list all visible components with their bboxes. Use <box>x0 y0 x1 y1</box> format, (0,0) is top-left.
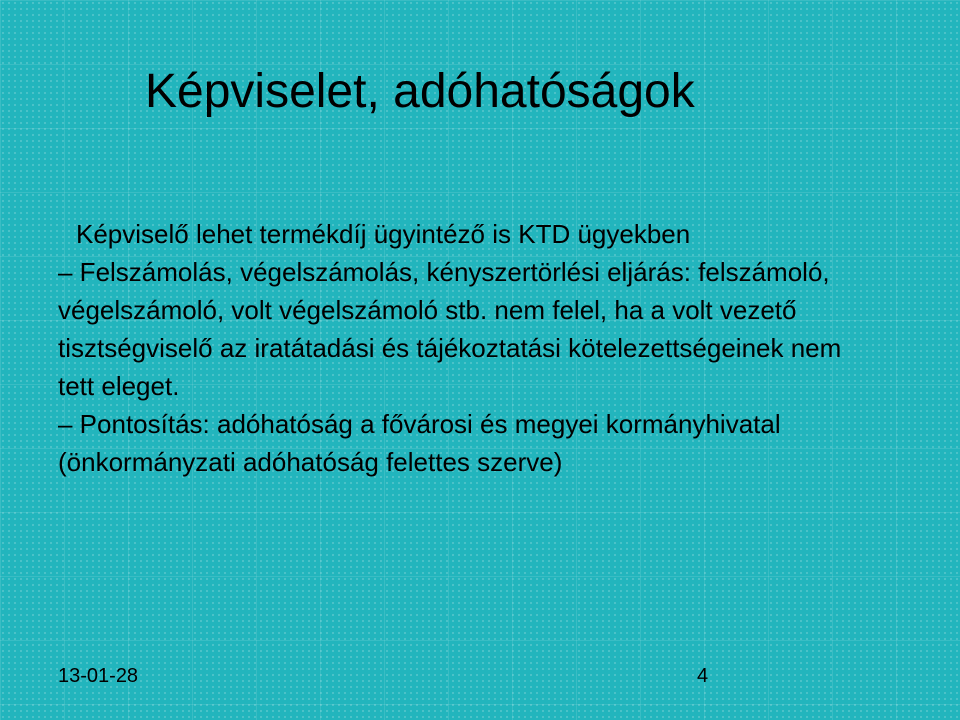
slide-title: Képviselet, adóhatóságok <box>145 65 695 118</box>
page-number: 4 <box>697 665 709 687</box>
footer-date: 13-01-28 <box>58 665 139 687</box>
slide-body <box>58 215 848 481</box>
paragraph-clarification: – Pontosítás: adóhatóság a fővárosi és megyei kormányhivatal (önkormányzati adóhatóság felettes szerve) <box>58 409 781 477</box>
paragraph-liquidation: – Felszámolás, végelszámolás, kényszertörlési eljárás: felszámoló, végelszámoló, volt végelszámoló stb. nem felel, ha a volt vezető tisztségviselő az iratátadási és tájékoztatási kötelezettségeinek nem tett eleget. <box>58 257 842 401</box>
paragraph-representative: Képviselő lehet termékdíj ügyintéző is KTD ügyekben <box>76 219 691 249</box>
